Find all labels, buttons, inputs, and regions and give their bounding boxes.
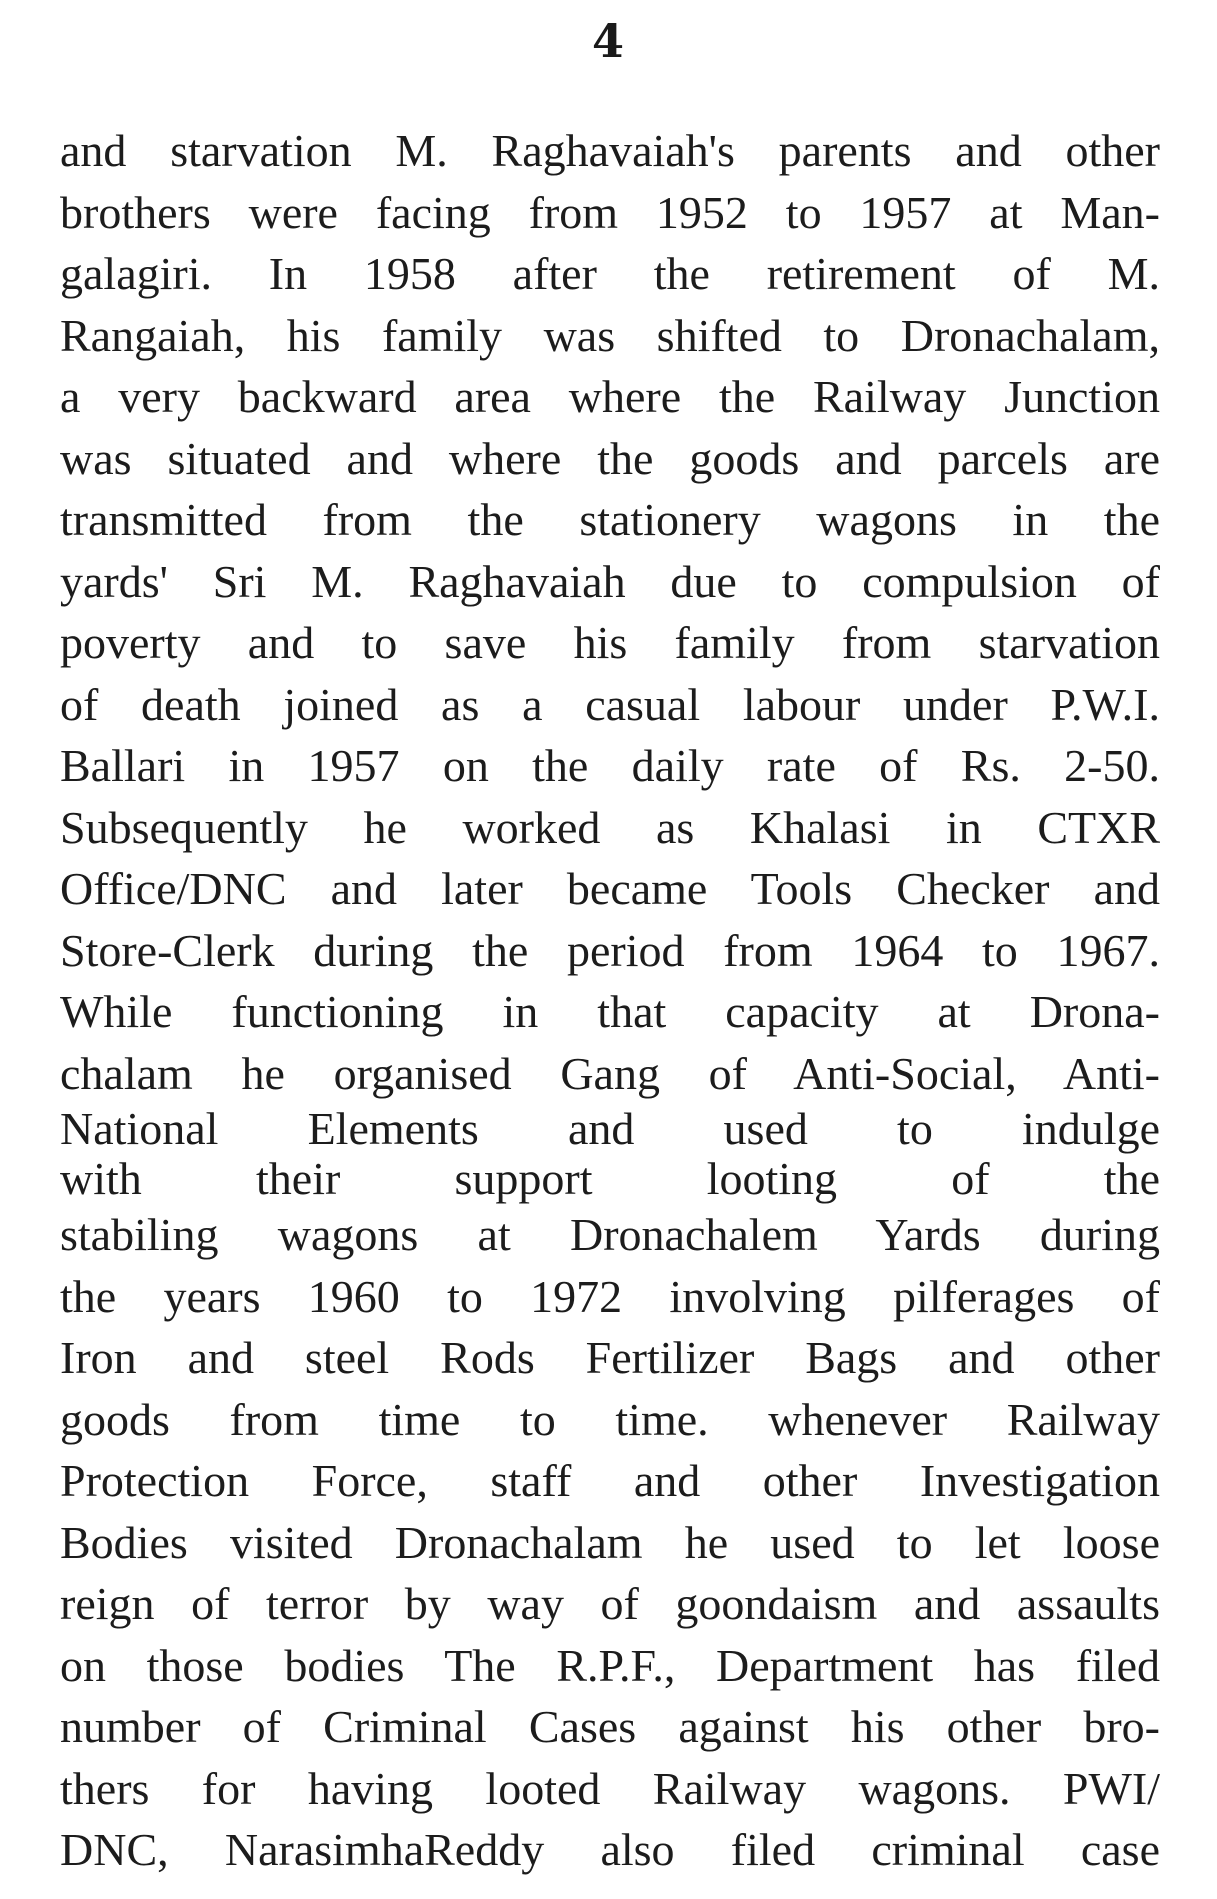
text-line: yards' Sri M. Raghavaiah due to compulsion of bbox=[60, 555, 1160, 607]
text-line: thers for having looted Railway wagons. PWI/ bbox=[60, 1762, 1160, 1814]
text-line: Subsequently he worked as Khalasi in CTXR bbox=[60, 801, 1160, 853]
text-line: DNC, NarasimhaReddy also filed criminal case bbox=[60, 1824, 1160, 1875]
text-line: Ballari in 1957 on the daily rate of Rs. 2-50. bbox=[60, 740, 1160, 791]
text-line: stabiling wagons at Dronachalem Yards during bbox=[60, 1209, 1160, 1260]
page-number: 4 bbox=[592, 14, 625, 68]
text-line: and starvation M. Raghavaiah's parents and other bbox=[60, 125, 1160, 176]
text-line: transmitted from the stationery wagons in the bbox=[60, 494, 1160, 545]
text-line: Rangaiah, his family was shifted to Dronachalam, bbox=[60, 309, 1160, 361]
text-line: Protection Force, staff and other Investigation bbox=[60, 1455, 1160, 1506]
text-line: chalam he organised Gang of Anti-Social, Anti- bbox=[60, 1047, 1160, 1099]
text-line: of death joined as a casual labour under P.W.I. bbox=[60, 678, 1160, 730]
text-line: brothers were facing from 1952 to 1957 at Man- bbox=[60, 186, 1160, 238]
text-line: While functioning in that capacity at Drona- bbox=[60, 986, 1160, 1037]
text-line: poverty and to save his family from starvation bbox=[60, 617, 1160, 668]
text-line: a very backward area where the Railway Junction bbox=[60, 371, 1160, 422]
text-line: with their support looting of the bbox=[60, 1154, 1160, 1204]
text-line: the years 1960 to 1972 involving pilferages of bbox=[60, 1270, 1160, 1322]
body-text bbox=[60, 120, 1160, 1881]
text-line: Store-Clerk during the period from 1964 to 1967. bbox=[60, 924, 1160, 976]
text-line: number of Criminal Cases against his other bro- bbox=[60, 1701, 1160, 1752]
text-line: goods from time to time. whenever Railway bbox=[60, 1393, 1160, 1445]
text-line: Bodies visited Dronachalam he used to let loose bbox=[60, 1516, 1160, 1568]
text-line: Office/DNC and later became Tools Checker and bbox=[60, 863, 1160, 914]
text-line: Iron and steel Rods Fertilizer Bags and other bbox=[60, 1332, 1160, 1383]
text-line: National Elements and used to indulge bbox=[60, 1104, 1160, 1154]
text-line: reign of terror by way of goondaism and assaults bbox=[60, 1578, 1160, 1629]
text-line: on those bodies The R.P.F., Department has filed bbox=[60, 1639, 1160, 1691]
text-line: galagiri. In 1958 after the retirement of M. bbox=[60, 248, 1160, 299]
text-line: was situated and where the goods and parcels are bbox=[60, 432, 1160, 484]
